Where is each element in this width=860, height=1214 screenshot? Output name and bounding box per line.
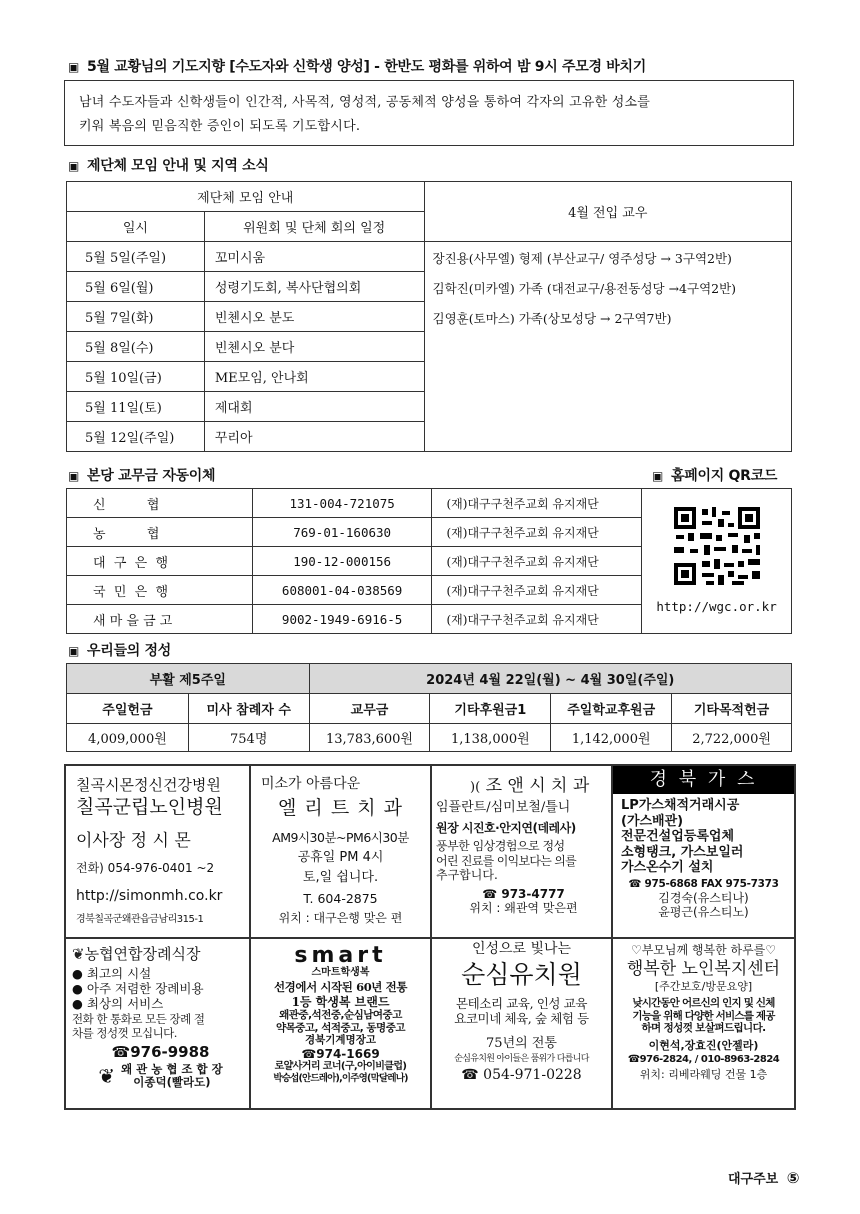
- table-row: 5월 10일(금): [67, 362, 205, 392]
- table-row: 5월 11일(토): [67, 392, 205, 422]
- account-holder: (재)대구구천주교회 유지재단: [432, 576, 642, 605]
- bank-name: 대 구 은 행: [67, 547, 253, 576]
- bank-name: 새 마 을 금 고: [67, 605, 253, 634]
- list-item: 김학진(미카엘) 가족 (대전교구/용전동성당 →4구역2반): [432, 281, 737, 296]
- account-holder: (재)대구구천주교회 유지재단: [432, 605, 642, 634]
- ad-funeral-hall: ❦농협연합장례식장 ● 최고의 시설 ● 아주 저렴한 장례비용 ● 최상의 서비스 전화 한 통화로 모든 장례 절 차를 정성껏 모십니다. ☎976-9988 ❦ 왜 관 농 협 조 합 장 이종덕(빨라도): [72, 945, 223, 1090]
- table-row: ME모임, 안나회: [204, 362, 424, 392]
- offerings-value: 2,722,000원: [672, 724, 792, 752]
- accounts-table: [66, 488, 792, 634]
- offerings-period: 2024년 4월 22일(월) ~ 4월 30일(주일): [309, 664, 791, 694]
- groups-title: ▣ 제단체 모임 안내 및 지역 소식: [68, 158, 269, 174]
- square-bullet-icon: ▣: [68, 159, 80, 173]
- account-number: 9002-1949-6916-5: [252, 605, 432, 634]
- groups-head-transfer: 4월 전입 교우: [424, 182, 791, 242]
- ad-joan-dental: )( 조 앤 시 치 과 임플란트/심미보철/틀니 원장 시진호·안지연(데레사) 풍부한 임상경험으로 정성 어린 진료를 이익보다는 의를 추구합니다. ☎ 973-4777 위치 : 왜관역 맞은편: [436, 776, 590, 915]
- offerings-value: 4,009,000원: [67, 724, 189, 752]
- square-bullet-icon: ▣: [68, 644, 80, 658]
- offerings-table: [66, 663, 792, 752]
- ad-kindergarten: 인성으로 빛나는 순심유치원 몬테소리 교육, 인성 교육 요코미네 체육, 숲 체험 등 75년의 전통 순심유치원 아이들은 품위가 다릅니다 ☎ 054-971-0228: [454, 941, 589, 1084]
- account-number: 769-01-160630: [252, 518, 432, 547]
- offerings-week: 부활 제5주일: [67, 664, 310, 694]
- transfer-title: ▣ 본당 교무금 자동이체: [68, 468, 216, 484]
- table-row: 5월 6일(월): [67, 272, 205, 302]
- prayer-text-line2: 키워 복음의 믿음직한 증인이 되도록 기도합시다.: [79, 119, 361, 134]
- offerings-value: 13,783,600원: [309, 724, 430, 752]
- offerings-value: 1,138,000원: [430, 724, 551, 752]
- prayer-box: [64, 80, 794, 146]
- qr-title: ▣ 홈페이지 QR코드: [652, 468, 778, 484]
- bank-name: 신 협: [67, 489, 253, 518]
- ad-hospital: 칠곡시몬정신건강병원 칠곡군립노인병원 이사장 정 시 몬 전화) 054-976-0401 ~2 http://simonmh.co.kr 경북칠곡군왜관읍금남리315-1: [76, 776, 223, 926]
- account-number: 190-12-000156: [252, 547, 432, 576]
- ad-gyeongbuk-gas: 경 북 가 스 LP가스채적거래시공 (가스배관) 전문건설업등록업체 소형탱크, 가스보일러 가스온수기 설치 ☎ 975-6868 FAX 975-7373 김경숙(유스티나) 윤평근(유스티노): [613, 766, 794, 937]
- bullet-icon: ●: [72, 996, 83, 1011]
- square-bullet-icon: ▣: [68, 469, 80, 483]
- ad-elite-dental: 미소가 아름다운 엘 리 트 치 과 AM9시30분~PM6시30분 공휴일 PM 4시 토,일 쉽니다. T. 604-2875 위치 : 대구은행 맞은 편: [261, 776, 409, 925]
- account-number: 131-004-721075: [252, 489, 432, 518]
- square-bullet-icon: ▣: [652, 469, 664, 483]
- groups-table: [66, 181, 792, 452]
- transfers-cell: [424, 242, 791, 452]
- groups-head-main: 제단체 모임 안내: [67, 182, 425, 212]
- page-footer: [728, 1168, 799, 1187]
- prayer-title: ▣ 5월 교황님의 기도지향 [수도자와 신학생 양성] - 한반도 평화를 위하여 밤 9시 주모경 바치기: [68, 59, 646, 75]
- table-row: 5월 8일(수): [67, 332, 205, 362]
- smart-logo: smart: [294, 943, 387, 968]
- bullet-icon: ●: [72, 966, 83, 981]
- account-holder: (재)대구구천주교회 유지재단: [432, 547, 642, 576]
- offerings-value: 754명: [188, 724, 309, 752]
- prayer-text-line1: 남녀 수도자들과 신학생들이 인간적, 사목적, 영성적, 공동체적 양성을 통하여 각자의 고유한 성소를: [79, 95, 650, 110]
- nh-logo-icon: ❦: [98, 1064, 115, 1089]
- footer-title: 대구주보: [728, 1172, 779, 1187]
- bullet-icon: ●: [72, 981, 83, 996]
- table-row: 5월 7일(화): [67, 302, 205, 332]
- account-number: 608001-04-038569: [252, 576, 432, 605]
- ad-smart-uniform: smart 스마트학생복 선경에서 시작된 60년 전통 1등 학생복 브랜드 왜관중,석전중,순심남여중고 약목중고, 석적중고, 동명중고 경북기계명장고 ☎974-1669 로얄사거리 코너(구,아이비클럽) 박승섭(안드레아),이주영(막달레나): [251, 939, 430, 1108]
- table-row: 빈첸시오 분도: [204, 302, 424, 332]
- square-bullet-icon: ▣: [68, 60, 80, 74]
- table-row: 제대회: [204, 392, 424, 422]
- account-holder: (재)대구구천주교회 유지재단: [432, 489, 642, 518]
- page-number: ⑤: [786, 1169, 800, 1187]
- groups-head-date: 일시: [67, 212, 205, 242]
- offerings-header: 미사 참례자 수: [188, 694, 309, 724]
- offerings-header: 주일학교후원금: [551, 694, 672, 724]
- nh-logo-icon: ❦: [72, 945, 85, 963]
- qr-cell: [642, 489, 792, 634]
- tooth-icon: )(: [470, 780, 481, 795]
- offerings-header: 기타후원금1: [430, 694, 551, 724]
- list-item: 김영훈(토마스) 가족(상모성당 → 2구역7반): [432, 311, 672, 326]
- homepage-url[interactable]: http://wgc.or.kr: [656, 599, 777, 614]
- table-row: 빈첸시오 분다: [204, 332, 424, 362]
- table-row: 성령기도회, 복사단협의회: [204, 272, 424, 302]
- offerings-value: 1,142,000원: [551, 724, 672, 752]
- account-holder: (재)대구구천주교회 유지재단: [432, 518, 642, 547]
- offerings-header: 교무금: [309, 694, 430, 724]
- bank-name: 농 협: [67, 518, 253, 547]
- groups-head-meeting: 위원회 및 단체 회의 일정: [204, 212, 424, 242]
- bank-name: 국 민 은 행: [67, 576, 253, 605]
- qr-code-icon[interactable]: [672, 505, 762, 587]
- table-row: 5월 12일(주일): [67, 422, 205, 452]
- offerings-title: ▣ 우리들의 정성: [68, 643, 171, 659]
- table-row: 꼬미시움: [204, 242, 424, 272]
- table-row: 5월 5일(주일): [67, 242, 205, 272]
- offerings-header: 기타목적헌금: [672, 694, 792, 724]
- ad-welfare-center: ♡부모님께 행복한 하루를♡ 행복한 노인복지센터 [주간보호/방문요양] 낮시간동안 어르신의 인지 및 신체 기능을 위해 다양한 서비스를 제공 하며 정성껏 보살펴드립니다. 이현석,장효진(안젤라) ☎976-2824, / 010-8963-2824 위치: 리베라웨딩 건물 1층: [626, 943, 781, 1081]
- list-item: 장진용(사무엘) 형제 (부산교구/ 영주성당 → 3구역2반): [432, 251, 732, 266]
- table-row: 꾸리아: [204, 422, 424, 452]
- offerings-header: 주일헌금: [67, 694, 189, 724]
